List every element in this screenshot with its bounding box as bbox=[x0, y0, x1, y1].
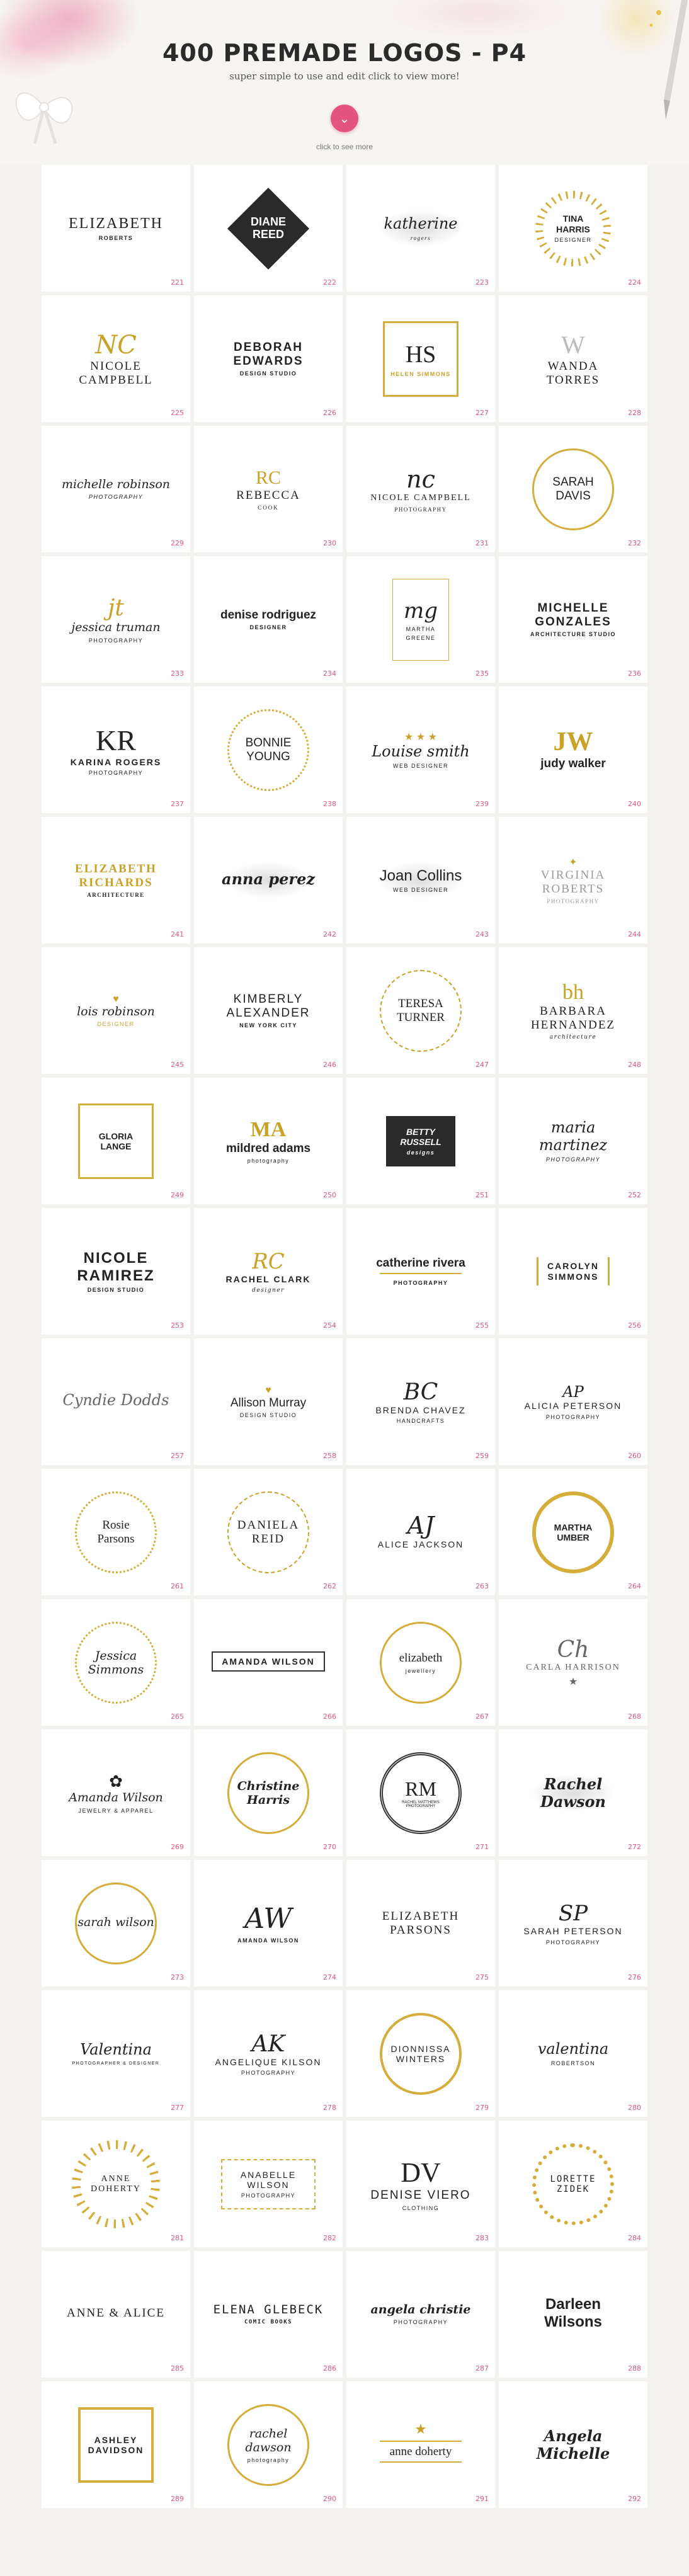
logo-name: ELIZABETH RICHARDS bbox=[75, 862, 157, 889]
logo-card[interactable] bbox=[499, 1990, 647, 2117]
logo-tagline: WEB DESIGNER bbox=[392, 887, 448, 894]
logo-number: 224 bbox=[628, 278, 641, 287]
logo-card[interactable]: nc NICOLE CAMPBELL PHOTOGRAPHY 231 bbox=[346, 426, 495, 552]
logo-tagline: TURNER bbox=[397, 1010, 445, 1024]
logo-tagline: Simmons bbox=[88, 1662, 144, 1677]
logo-name: michelle robinson bbox=[61, 477, 171, 491]
logo-number: 261 bbox=[171, 1582, 184, 1590]
chevron-down-icon: ⌄ bbox=[339, 111, 350, 126]
logo-name: maria martinez bbox=[538, 1118, 608, 1154]
logo-number: 282 bbox=[323, 2234, 336, 2242]
logo-number: 245 bbox=[171, 1061, 184, 1069]
logo-card[interactable] bbox=[194, 1469, 343, 1595]
logo-name: NICOLE CAMPBELL bbox=[370, 493, 471, 503]
see-more-button[interactable] bbox=[331, 105, 358, 132]
logo-tagline: Michelle bbox=[536, 2444, 610, 2463]
logo-number: 250 bbox=[323, 1191, 336, 1199]
logo-name: AMANDA WILSON bbox=[212, 1651, 325, 1672]
logo-tagline: RACHEL MATTHEWS PHOTOGRAPHY bbox=[402, 1801, 440, 1808]
logo-tagline: PHOTOGRAPHY bbox=[241, 2192, 296, 2199]
logo-tagline: architecture bbox=[549, 1034, 597, 1041]
logo-card[interactable]: ★ anne doherty 291 bbox=[346, 2381, 495, 2508]
logo-card[interactable]: ✿ Amanda Wilson JEWELRY & APPAREL 269 bbox=[42, 1730, 190, 1856]
logo-tagline: PHOTOGRAPHY bbox=[88, 770, 144, 777]
logo-name: LORETTE bbox=[550, 2174, 596, 2184]
logo-number: 237 bbox=[171, 800, 184, 808]
logo-name: MICHELLE GONZALES bbox=[535, 601, 612, 629]
logo-card[interactable]: ✦ VIRGINIA ROBERTS PHOTOGRAPHY 244 bbox=[499, 817, 647, 943]
logo-name: Louise smith bbox=[372, 742, 470, 760]
logo-card[interactable] bbox=[42, 2251, 190, 2378]
logo-name: WANDA bbox=[547, 360, 599, 373]
logo-number: 248 bbox=[628, 1061, 641, 1069]
logo-tagline: PHOTOGRAPHY bbox=[241, 2070, 296, 2077]
logo-card[interactable] bbox=[42, 2121, 190, 2247]
logo-name: RACHEL CLARK bbox=[225, 1274, 311, 1285]
logo-card[interactable] bbox=[499, 2251, 647, 2378]
logo-tagline: designer bbox=[252, 1287, 285, 1294]
logo-number: 233 bbox=[171, 670, 184, 678]
logo-card[interactable]: KR KARINA ROGERS PHOTOGRAPHY 237 bbox=[42, 687, 190, 813]
logo-tagline: PHOTOGRAPHY bbox=[545, 1413, 601, 1420]
page-title: 400 PREMADE LOGOS - P4 bbox=[162, 39, 527, 67]
logo-grid bbox=[42, 165, 647, 2508]
logo-tagline: PHOTOGRAPHY bbox=[545, 1156, 601, 1163]
logo-number: 292 bbox=[628, 2495, 641, 2503]
logo-number: 262 bbox=[323, 1582, 336, 1590]
logo-name: angela christie bbox=[370, 2302, 471, 2317]
logo-name: DIANE bbox=[250, 215, 286, 228]
logo-card[interactable] bbox=[42, 817, 190, 943]
logo-card[interactable] bbox=[194, 1730, 343, 1856]
logo-tagline: DESIGNER bbox=[249, 624, 287, 631]
logo-name: TINA HARRIS bbox=[556, 214, 590, 234]
logo-tagline: PHOTOGRAPHY bbox=[88, 494, 144, 501]
logo-name: Allison Murray bbox=[230, 1396, 307, 1410]
logo-card[interactable] bbox=[194, 1599, 343, 1726]
logo-card[interactable] bbox=[194, 947, 343, 1074]
logo-card[interactable] bbox=[499, 2381, 647, 2508]
logo-number: 274 bbox=[323, 1973, 336, 1981]
logo-name: NICOLE RAMIREZ bbox=[77, 1249, 155, 1284]
logo-card[interactable]: SP SARAH PETERSON PHOTOGRAPHY 276 bbox=[499, 1860, 647, 1986]
logo-card[interactable]: DV DENISE VIERO CLOTHING 283 bbox=[346, 2121, 495, 2247]
logo-number: 267 bbox=[475, 1713, 489, 1721]
logo-name: denise rodriguez bbox=[220, 608, 317, 622]
logo-name: Christine bbox=[237, 1779, 300, 1793]
logo-number: 230 bbox=[323, 539, 336, 547]
logo-name: elizabeth bbox=[399, 1651, 443, 1665]
logo-card[interactable] bbox=[499, 1078, 647, 1204]
logo-tagline: DAVIS bbox=[555, 489, 591, 503]
logo-number: 280 bbox=[628, 2104, 641, 2112]
logo-number: 291 bbox=[475, 2495, 489, 2503]
logo-number: 289 bbox=[171, 2495, 184, 2503]
logo-number: 268 bbox=[628, 1713, 641, 1721]
logo-tagline: DOHERTY bbox=[90, 2184, 142, 2194]
logo-tagline: LANGE bbox=[100, 1141, 132, 1151]
logo-tagline: PHOTOGRAPHY bbox=[394, 506, 447, 513]
logo-number: 238 bbox=[323, 800, 336, 808]
logo-name: MARTHA bbox=[406, 625, 436, 632]
logo-card[interactable] bbox=[42, 1078, 190, 1204]
logo-tagline: PHOTOGRAPHY bbox=[393, 2319, 448, 2326]
logo-tagline: PHOTOGRAPHY bbox=[545, 1939, 601, 1946]
logo-card[interactable] bbox=[346, 1860, 495, 1986]
logo-name: DANIELA bbox=[237, 1518, 300, 1532]
logo-number: 244 bbox=[628, 930, 641, 938]
logo-name: Jessica bbox=[94, 1648, 137, 1663]
logo-tagline: jewellery bbox=[405, 1667, 436, 1674]
logo-name: BRENDA CHAVEZ bbox=[375, 1405, 466, 1415]
logo-card[interactable]: ♥ Allison Murray DESIGN STUDIO 258 bbox=[194, 1338, 343, 1465]
logo-card[interactable]: AJ ALICE JACKSON 263 bbox=[346, 1469, 495, 1595]
logo-card[interactable]: mg MARTHA GREENE 235 bbox=[346, 556, 495, 683]
logo-name: Valentina bbox=[80, 2041, 152, 2059]
logo-tagline: DAVIDSON bbox=[88, 2444, 144, 2455]
logo-number: 236 bbox=[628, 670, 641, 678]
logo-tagline: ZIDEK bbox=[556, 2184, 590, 2194]
logo-number: 290 bbox=[323, 2495, 336, 2503]
logo-tagline: DESIGN STUDIO bbox=[87, 1287, 145, 1294]
logo-number: 276 bbox=[628, 1973, 641, 1981]
logo-number: 228 bbox=[628, 409, 641, 417]
logo-number: 225 bbox=[171, 409, 184, 417]
logo-tagline: DESIGNER bbox=[554, 236, 592, 243]
logo-number: 281 bbox=[171, 2234, 184, 2242]
logo-card[interactable] bbox=[499, 165, 647, 292]
logo-tagline: NEW YORK CITY bbox=[239, 1022, 297, 1029]
logo-number: 249 bbox=[171, 1191, 184, 1199]
logo-tagline: designs bbox=[406, 1149, 435, 1156]
logo-tagline: WINTERS bbox=[396, 2053, 446, 2064]
logo-name: MARTHA bbox=[554, 1522, 593, 1532]
logo-number: 239 bbox=[475, 800, 489, 808]
logo-tagline: DESIGN STUDIO bbox=[239, 1412, 297, 1419]
logo-card[interactable] bbox=[346, 1990, 495, 2117]
logo-name: ASHLEY bbox=[94, 2434, 138, 2445]
logo-tagline: YOUNG bbox=[246, 749, 290, 763]
logo-card[interactable] bbox=[346, 947, 495, 1074]
logo-number: 229 bbox=[171, 539, 184, 547]
logo-number: 284 bbox=[628, 2234, 641, 2242]
logo-number: 240 bbox=[628, 800, 641, 808]
logo-tagline: PHOTOGRAPHY bbox=[88, 637, 144, 644]
logo-tagline: Harris bbox=[246, 1792, 290, 1807]
logo-card[interactable] bbox=[42, 1599, 190, 1726]
logo-name: Joan Collins bbox=[379, 867, 462, 884]
logo-number: 266 bbox=[323, 1713, 336, 1721]
logo-name: Darleen Wilsons bbox=[544, 2295, 602, 2330]
logo-name: ANNE bbox=[101, 2174, 131, 2184]
logo-name: jessica truman bbox=[71, 620, 161, 635]
logo-tagline: HANDCRAFTS bbox=[396, 1418, 445, 1425]
logo-name: anne doherty bbox=[389, 2444, 452, 2458]
logo-number: 278 bbox=[323, 2104, 336, 2112]
logo-card[interactable]: NC NICOLE CAMPBELL 225 bbox=[42, 295, 190, 422]
logo-number: 252 bbox=[628, 1191, 641, 1199]
logo-tagline: GREENE bbox=[406, 634, 436, 641]
logo-name: DEBORAH EDWARDS bbox=[233, 340, 304, 368]
logo-name: catherine rivera bbox=[376, 1256, 465, 1270]
logo-number: 288 bbox=[628, 2364, 641, 2373]
logo-card[interactable] bbox=[194, 817, 343, 943]
logo-card[interactable]: AP ALICIA PETERSON PHOTOGRAPHY 260 bbox=[499, 1338, 647, 1465]
logo-name: KARINA ROGERS bbox=[70, 756, 162, 767]
logo-name: judy walker bbox=[540, 756, 606, 770]
logo-number: 272 bbox=[628, 1843, 641, 1851]
logo-tagline: SIMMONS bbox=[547, 1271, 599, 1282]
logo-name: NICOLE bbox=[90, 359, 142, 373]
logo-tagline: DESIGN STUDIO bbox=[239, 370, 297, 377]
logo-card[interactable]: ★ ★ ★ Louise smith WEB DESIGNER 239 bbox=[346, 687, 495, 813]
logo-number: 231 bbox=[475, 539, 489, 547]
logo-card[interactable] bbox=[42, 426, 190, 552]
logo-name: SARAH bbox=[552, 475, 594, 489]
logo-card[interactable]: MA mildred adams photography 250 bbox=[194, 1078, 343, 1204]
logo-tagline: HELEN SIMMONS bbox=[390, 370, 451, 377]
logo-card[interactable] bbox=[499, 426, 647, 552]
logo-card[interactable] bbox=[194, 556, 343, 683]
logo-card[interactable] bbox=[42, 1208, 190, 1335]
logo-card[interactable] bbox=[194, 295, 343, 422]
logo-number: 264 bbox=[628, 1582, 641, 1590]
logo-number: 265 bbox=[171, 1713, 184, 1721]
logo-number: 286 bbox=[323, 2364, 336, 2373]
page-subtitle: super simple to use and edit click to view more! bbox=[229, 71, 460, 82]
logo-card[interactable] bbox=[346, 1730, 495, 1856]
logo-tagline: CAMPBELL bbox=[79, 373, 153, 387]
logo-number: 241 bbox=[171, 930, 184, 938]
logo-tagline: TORRES bbox=[546, 373, 600, 387]
logo-card[interactable] bbox=[499, 1208, 647, 1335]
logo-name: ELIZABETH bbox=[69, 215, 163, 232]
logo-name: BARBARA HERNANDEZ bbox=[530, 1004, 616, 1032]
logo-name: ANABELLE WILSON bbox=[240, 2169, 297, 2190]
logo-card[interactable] bbox=[194, 687, 343, 813]
logo-card[interactable] bbox=[42, 1338, 190, 1465]
logo-tagline: COMIC BOOKS bbox=[244, 2319, 293, 2326]
logo-name: ELIZABETH bbox=[382, 1909, 460, 1923]
logo-name: ELENA GLEBECK bbox=[213, 2302, 324, 2317]
logo-tagline: PHOTOGRAPHER & DESIGNER bbox=[72, 2061, 160, 2066]
logo-number: 287 bbox=[475, 2364, 489, 2373]
logo-number: 283 bbox=[475, 2234, 489, 2242]
logo-name: mildred adams bbox=[225, 1141, 311, 1155]
logo-card[interactable]: RC REBECCA COOK 230 bbox=[194, 426, 343, 552]
logo-number: 242 bbox=[323, 930, 336, 938]
logo-name: KIMBERLY ALEXANDER bbox=[226, 992, 310, 1020]
logo-card[interactable] bbox=[346, 1078, 495, 1204]
logo-card[interactable] bbox=[346, 295, 495, 422]
logo-card[interactable] bbox=[499, 2121, 647, 2247]
logo-card[interactable]: bh BARBARA HERNANDEZ architecture 248 bbox=[499, 947, 647, 1074]
logo-name: anna perez bbox=[222, 869, 315, 888]
logo-name: lois robinson bbox=[77, 1004, 155, 1018]
logo-name: Cyndie Dodds bbox=[62, 1391, 169, 1409]
logo-card[interactable] bbox=[194, 1860, 343, 1986]
logo-card[interactable] bbox=[346, 2251, 495, 2378]
logo-name: DIONNISSA bbox=[390, 2043, 451, 2054]
logo-name: REBECCA bbox=[236, 488, 300, 502]
logo-name: DENISE VIERO bbox=[370, 2189, 471, 2203]
logo-name: HS bbox=[405, 341, 436, 368]
logo-number: 258 bbox=[323, 1452, 336, 1460]
logo-number: 235 bbox=[475, 670, 489, 678]
logo-number: 270 bbox=[323, 1843, 336, 1851]
logo-number: 234 bbox=[323, 670, 336, 678]
logo-number: 263 bbox=[475, 1582, 489, 1590]
logo-name: CARLA HARRISON bbox=[526, 1662, 620, 1672]
logo-tagline: WEB DESIGNER bbox=[392, 763, 448, 770]
logo-name: TERESA bbox=[398, 996, 443, 1010]
logo-card[interactable]: Ch CARLA HARRISON ★ 268 bbox=[499, 1599, 647, 1726]
logo-number: 232 bbox=[628, 539, 641, 547]
logo-number: 285 bbox=[171, 2364, 184, 2373]
logo-number: 279 bbox=[475, 2104, 489, 2112]
logo-name: AW bbox=[244, 1903, 292, 1935]
logo-name: ANNE & ALICE bbox=[67, 2306, 165, 2320]
logo-tagline: ARCHITECTURE STUDIO bbox=[530, 631, 616, 638]
logo-number: 221 bbox=[171, 278, 184, 287]
logo-name: RM bbox=[405, 1777, 436, 1800]
logo-name: VIRGINIA ROBERTS bbox=[540, 868, 606, 896]
logo-card[interactable] bbox=[499, 556, 647, 683]
logo-number: 273 bbox=[171, 1973, 184, 1981]
logo-name: GLORIA bbox=[98, 1131, 134, 1141]
logo-number: 271 bbox=[475, 1843, 489, 1851]
logo-tagline: REED bbox=[252, 227, 284, 241]
logo-card[interactable] bbox=[346, 817, 495, 943]
logo-tagline: UMBER bbox=[557, 1532, 589, 1542]
logo-name: Angela bbox=[544, 2426, 603, 2445]
logo-card[interactable]: JW judy walker 240 bbox=[499, 687, 647, 813]
logo-card[interactable] bbox=[194, 2381, 343, 2508]
logo-name: katherine bbox=[384, 214, 458, 232]
logo-name: sarah wilson bbox=[77, 1915, 154, 1929]
logo-name: valentina bbox=[537, 2039, 609, 2058]
logo-number: 260 bbox=[628, 1452, 641, 1460]
hero-header bbox=[0, 0, 689, 165]
logo-name: rachel dawson bbox=[245, 2426, 292, 2454]
logo-card[interactable] bbox=[194, 2251, 343, 2378]
logo-name: Rosie bbox=[102, 1518, 130, 1532]
logo-tagline: ROBERTS bbox=[98, 235, 134, 242]
logo-card[interactable]: ♥ lois robinson DESIGNER 245 bbox=[42, 947, 190, 1074]
logo-name: Amanda Wilson bbox=[69, 1791, 163, 1805]
logo-tagline: PARSONS bbox=[390, 1923, 452, 1937]
logo-card[interactable] bbox=[499, 1469, 647, 1595]
logo-name: ANGELIQUE KILSON bbox=[215, 2056, 322, 2067]
logo-number: 243 bbox=[475, 930, 489, 938]
logo-tagline: AMANDA WILSON bbox=[237, 1937, 299, 1944]
logo-tagline: COOK bbox=[258, 504, 279, 511]
logo-name: ALICE JACKSON bbox=[377, 1539, 464, 1550]
logo-card[interactable] bbox=[346, 1599, 495, 1726]
logo-card[interactable] bbox=[194, 2121, 343, 2247]
logo-number: 255 bbox=[475, 1321, 489, 1330]
logo-number: 227 bbox=[475, 409, 489, 417]
logo-tagline: photography bbox=[247, 1158, 290, 1165]
logo-tagline: PHOTOGRAPHY bbox=[393, 1280, 448, 1287]
logo-tagline: REID bbox=[251, 1532, 285, 1546]
logo-tagline: photography bbox=[247, 2456, 290, 2463]
logo-tagline: PHOTOGRAPHY bbox=[547, 898, 600, 905]
logo-number: 256 bbox=[628, 1321, 641, 1330]
logo-tagline: Dawson bbox=[540, 1792, 606, 1811]
logo-tagline: JEWELRY & APPAREL bbox=[78, 1807, 154, 1814]
logo-card[interactable]: jt jessica truman PHOTOGRAPHY 233 bbox=[42, 556, 190, 683]
logo-number: 226 bbox=[323, 409, 336, 417]
logo-card[interactable]: RC RACHEL CLARK designer 254 bbox=[194, 1208, 343, 1335]
logo-card[interactable] bbox=[194, 165, 343, 292]
logo-card[interactable]: AK ANGELIQUE KILSON PHOTOGRAPHY 278 bbox=[194, 1990, 343, 2117]
logo-name: SARAH PETERSON bbox=[523, 1926, 623, 1937]
logo-number: 275 bbox=[475, 1973, 489, 1981]
logo-card[interactable] bbox=[499, 1730, 647, 1856]
logo-card[interactable] bbox=[42, 1860, 190, 1986]
logo-tagline: ROBERTSON bbox=[550, 2060, 596, 2067]
logo-card[interactable]: BC BRENDA CHAVEZ HANDCRAFTS 259 bbox=[346, 1338, 495, 1465]
logo-card[interactable] bbox=[42, 165, 190, 292]
logo-card[interactable] bbox=[42, 1469, 190, 1595]
logo-name: CAROLYN bbox=[547, 1261, 599, 1272]
logo-card[interactable]: W WANDA TORRES 228 bbox=[499, 295, 647, 422]
logo-card[interactable] bbox=[42, 1990, 190, 2117]
logo-name: ALICIA PETERSON bbox=[524, 1401, 622, 1411]
logo-name: Rachel bbox=[544, 1774, 603, 1793]
logo-number: 253 bbox=[171, 1321, 184, 1330]
logo-name: BONNIE bbox=[245, 736, 292, 749]
logo-tagline: Parsons bbox=[97, 1532, 135, 1546]
logo-card[interactable] bbox=[346, 1208, 495, 1335]
logo-number: 223 bbox=[475, 278, 489, 287]
logo-number: 257 bbox=[171, 1452, 184, 1460]
logo-number: 247 bbox=[475, 1061, 489, 1069]
logo-tagline: DESIGNER bbox=[97, 1021, 135, 1028]
logo-tagline: rogers bbox=[410, 235, 431, 242]
logo-number: 251 bbox=[475, 1191, 489, 1199]
logo-number: 259 bbox=[475, 1452, 489, 1460]
logo-card[interactable] bbox=[346, 165, 495, 292]
logo-number: 254 bbox=[323, 1321, 336, 1330]
logo-tagline: ARCHITECTURE bbox=[87, 892, 145, 899]
logo-number: 269 bbox=[171, 1843, 184, 1851]
logo-tagline: CLOTHING bbox=[402, 2204, 440, 2211]
see-more-link[interactable]: click to see more bbox=[316, 142, 373, 151]
logo-number: 277 bbox=[171, 2104, 184, 2112]
logo-card[interactable] bbox=[42, 2381, 190, 2508]
logo-name: BETTY RUSSELL bbox=[400, 1126, 441, 1147]
logo-number: 246 bbox=[323, 1061, 336, 1069]
logo-number: 222 bbox=[323, 278, 336, 287]
